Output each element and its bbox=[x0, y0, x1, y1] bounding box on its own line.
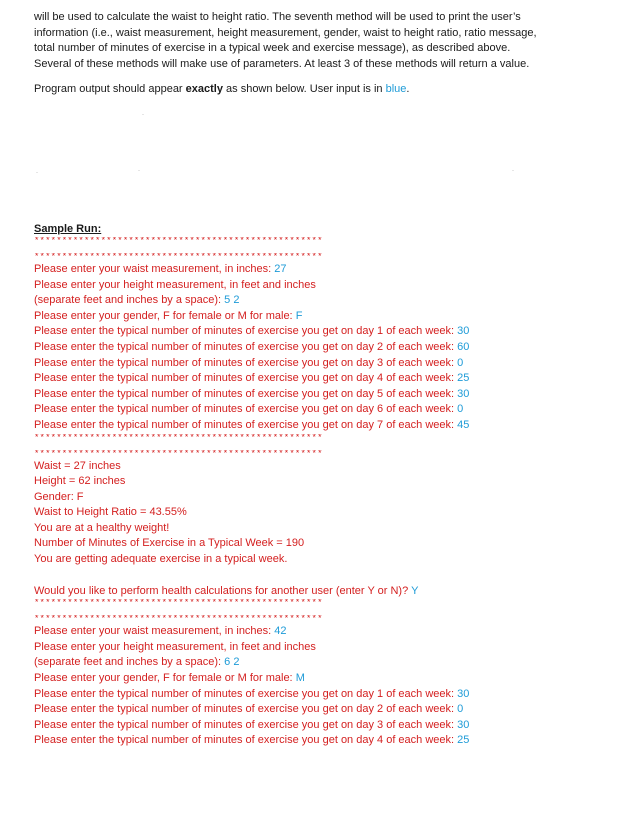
user-input: M bbox=[295, 672, 305, 685]
exercise-prompt: Please enter the typical number of minutes of exercise you get on day 1 of each week: 30 bbox=[34, 325, 470, 338]
sample-run-title: Sample Run: bbox=[34, 222, 102, 235]
intro-line: Several of these methods will make use of parameters. At least 3 of these methods will return a value. bbox=[34, 57, 530, 70]
emphasis-exactly: exactly bbox=[185, 83, 223, 96]
exercise-prompt: Please enter the typical number of minutes of exercise you get on day 5 of each week: 30 bbox=[34, 387, 470, 400]
user-input: 30 bbox=[457, 687, 470, 700]
height-prompt-cont: (separate feet and inches by a space): 5 2 bbox=[34, 294, 240, 307]
height-prompt-cont: (separate feet and inches by a space): 6 2 bbox=[34, 656, 240, 669]
repeat-prompt: Would you like to perform health calculations for another user (enter Y or N)? Y bbox=[34, 584, 419, 597]
user-input: 0 bbox=[457, 703, 464, 716]
exercise-prompt: Please enter the typical number of minutes of exercise you get on day 3 of each week: 30 bbox=[34, 718, 470, 731]
separator-stars: **************************************************** bbox=[34, 615, 323, 625]
result-line: Height = 62 inches bbox=[34, 475, 126, 488]
user-input: 6 2 bbox=[224, 656, 240, 669]
exercise-prompt: Please enter the typical number of minutes of exercise you get on day 2 of each week: 60 bbox=[34, 340, 470, 353]
user-input: 5 2 bbox=[224, 294, 240, 307]
blue-word: blue bbox=[385, 83, 407, 96]
height-prompt: Please enter your height measurement, in feet and inches bbox=[34, 640, 316, 653]
result-line: Gender: F bbox=[34, 490, 84, 503]
exercise-prompt: Please enter the typical number of minutes of exercise you get on day 4 of each week: 25 bbox=[34, 734, 470, 747]
output-instruction: Program output should appear exactly as shown below. User input is in blue. bbox=[34, 83, 410, 96]
exercise-prompt: Please enter the typical number of minutes of exercise you get on day 4 of each week: 25 bbox=[34, 372, 470, 385]
intro-line: will be used to calculate the waist to height ratio. The seventh method will be used to print the user’s bbox=[34, 11, 521, 23]
gender-prompt: Please enter your gender, F for female or M for male: F bbox=[34, 309, 303, 322]
separator-stars: **************************************************** bbox=[34, 449, 323, 459]
separator-stars: **************************************************** bbox=[34, 236, 323, 246]
result-line: You are getting adequate exercise in a typical week. bbox=[34, 553, 288, 566]
user-input: 25 bbox=[457, 372, 470, 385]
exercise-prompt: Please enter the typical number of minutes of exercise you get on day 7 of each week: 45 bbox=[34, 418, 470, 431]
result-line: You are at a healthy weight! bbox=[34, 521, 170, 534]
exercise-prompt: Please enter the typical number of minutes of exercise you get on day 2 of each week: 0 bbox=[34, 703, 464, 716]
waist-prompt: Please enter your waist measurement, in inches: 27 bbox=[34, 262, 287, 275]
blank-area bbox=[34, 98, 594, 222]
user-input: 25 bbox=[457, 734, 470, 747]
user-input: 0 bbox=[457, 403, 464, 416]
separator-stars: **************************************************** bbox=[34, 433, 323, 443]
gender-prompt: Please enter your gender, F for female or M for male: M bbox=[34, 672, 305, 685]
result-line: Waist to Height Ratio = 43.55% bbox=[34, 506, 187, 519]
exercise-prompt: Please enter the typical number of minutes of exercise you get on day 6 of each week: 0 bbox=[34, 403, 464, 416]
document-page bbox=[34, 10, 594, 749]
intro-paragraph bbox=[34, 10, 594, 98]
separator-stars: **************************************************** bbox=[34, 599, 323, 609]
user-input: 0 bbox=[457, 356, 464, 369]
result-line: Number of Minutes of Exercise in a Typical Week = 190 bbox=[34, 537, 305, 550]
user-input: Y bbox=[411, 584, 419, 597]
user-input: 60 bbox=[457, 340, 470, 353]
sample-run bbox=[34, 222, 594, 749]
separator-stars: **************************************************** bbox=[34, 252, 323, 262]
user-input: 30 bbox=[457, 325, 470, 338]
exercise-prompt: Please enter the typical number of minutes of exercise you get on day 3 of each week: 0 bbox=[34, 356, 464, 369]
user-input: F bbox=[295, 309, 303, 322]
user-input: 30 bbox=[457, 387, 470, 400]
user-input: 27 bbox=[274, 262, 287, 275]
result-line: Waist = 27 inches bbox=[34, 459, 121, 472]
intro-line: information (i.e., waist measurement, height measurement, gender, waist to height ratio, ratio message, bbox=[34, 26, 537, 39]
user-input: 30 bbox=[457, 718, 470, 731]
user-input: 42 bbox=[274, 625, 287, 638]
exercise-prompt: Please enter the typical number of minutes of exercise you get on day 1 of each week: 30 bbox=[34, 687, 470, 700]
height-prompt: Please enter your height measurement, in feet and inches bbox=[34, 278, 316, 291]
user-input: 45 bbox=[457, 418, 470, 431]
intro-line: total number of minutes of exercise in a typical week and exercise message), as described above. bbox=[34, 42, 511, 55]
waist-prompt: Please enter your waist measurement, in inches: 42 bbox=[34, 625, 287, 638]
